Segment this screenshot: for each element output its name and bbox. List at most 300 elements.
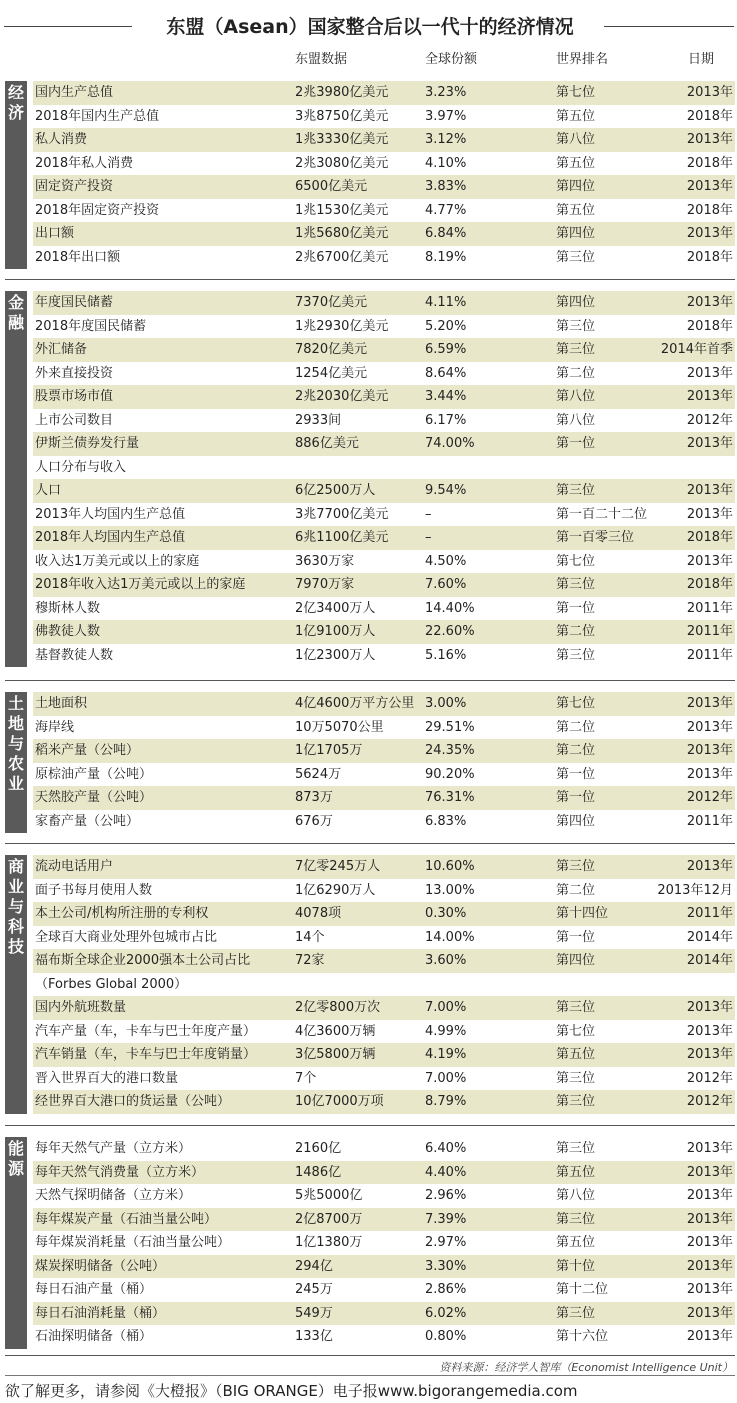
table-row [33,855,735,879]
row-rank: 第三位 [556,647,596,663]
table-row [33,291,735,315]
row-value: 2160亿 [295,1141,342,1156]
table-row [33,1325,735,1349]
row-value: 5兆5000亿 [295,1188,363,1203]
table-row [33,503,735,527]
row-rank: 第三位 [556,1000,596,1015]
row-value: 2亿零800万次 [295,1000,381,1015]
table-row [33,199,735,223]
table-row [33,902,735,926]
section-label-char: 业 [7,774,24,793]
section-label-char: 金 [7,293,24,312]
row-value: 3亿5800万辆 [295,1047,376,1062]
row-rank: 第七位 [556,1023,596,1039]
row-name: 人口 [35,483,62,498]
row-value: 1254亿美元 [295,365,368,381]
row-date: 2013年 [686,1329,733,1344]
table-row [33,105,735,129]
row-rank: 第一位 [556,766,596,782]
row-share: 0.80% [425,1329,467,1344]
section-label-char: 与 [7,897,24,916]
row-value: 3630万家 [295,553,355,569]
row-date: 2013年 [686,766,733,782]
row-rank: 第四位 [556,953,596,968]
row-share: 3.60% [425,953,467,968]
table-row [33,385,735,409]
row-date: 2013年 [686,365,733,381]
row-date: 2013年 [686,553,733,569]
row-date: 2011年 [686,624,733,639]
row-name: 佛教徒人数 [35,624,101,639]
row-value: 6兆1100亿美元 [295,530,389,545]
row-date: 2014年首季 [660,342,733,357]
row-rank: 第二位 [556,365,596,381]
row-date: 2011年 [686,906,733,921]
row-value: 2亿3400万人 [295,600,376,616]
row-rank: 第四位 [556,813,596,829]
section-label-char: 地 [7,714,24,733]
row-value: 7970万家 [295,577,355,592]
column-header-date: 日期 [688,52,715,67]
row-date: 2012年 [686,412,733,428]
row-date: 2018年 [686,318,733,334]
section-divider [5,1125,735,1126]
row-value: 72家 [295,953,325,968]
row-name: 每日石油消耗量（桶） [35,1305,166,1321]
row-share: 4.50% [425,553,467,569]
row-name: 人口分布与收入 [35,459,127,475]
row-name: 经世界百大港口的货运量（公吨） [35,1094,231,1109]
table-row [33,1278,735,1302]
row-date: 2013年 [686,719,733,735]
section-label [5,291,27,667]
row-value: 1亿1380万 [295,1235,363,1250]
row-name: 每年煤炭产量（石油当量公吨） [35,1211,218,1227]
row-rank: 第五位 [556,1235,596,1250]
row-date: 2013年 [686,1164,733,1180]
row-value: 10亿7000万项 [295,1094,384,1109]
row-name: 面子书每月使用人数 [35,882,153,898]
table-row [33,1090,735,1114]
section-divider [5,1355,735,1356]
table-row [33,1208,735,1232]
row-date: 2018年 [686,530,733,545]
page-title: 东盟（Asean）国家整合后以一代十的经济情况 [166,16,574,38]
row-share: 6.17% [425,412,467,428]
table-row [33,1302,735,1326]
row-date: 2013年 [686,1023,733,1039]
row-date: 2013年 [686,1235,733,1250]
table-row [33,996,735,1020]
row-name: 2018年出口额 [35,249,121,265]
row-name: 本土公司/机构所注册的专利权 [35,906,209,921]
row-name: 煤炭探明储备（公吨） [35,1258,166,1274]
row-share: 14.40% [425,600,475,616]
column-header-value: 东盟数据 [295,52,348,67]
section-rows [33,1137,735,1349]
row-name: 海岸线 [35,719,75,735]
row-value: 2兆3980亿美元 [295,85,389,100]
row-share: 6.40% [425,1141,467,1156]
row-rank: 第五位 [556,1164,596,1180]
table-row [33,1255,735,1279]
row-rank: 第一位 [556,790,596,805]
footer-text: 欲了解更多，请参阅《大橙报》（BIG ORANGE）电子报www.bigorangemedia.com [5,1382,578,1400]
table-row [33,128,735,152]
row-name: 汽车销量（车，卡车与巴士年度销量） [35,1047,257,1062]
row-name: 穆斯林人数 [35,600,101,616]
section-divider [5,680,735,681]
row-date: 2013年 [686,179,733,194]
section-label-char: 能 [7,1139,24,1158]
row-date: 2018年 [686,202,733,218]
table-row [33,152,735,176]
row-share: 4.10% [425,155,467,171]
row-rank: 第四位 [556,295,596,310]
row-value: 7亿零245万人 [295,859,381,874]
row-rank: 第一位 [556,600,596,616]
row-share: 3.00% [425,696,467,711]
row-name: 收入达1万美元或以上的家庭 [35,553,200,569]
row-rank: 第一位 [556,929,596,945]
row-name: 基督教徒人数 [35,647,114,663]
row-value: 2兆6700亿美元 [295,249,389,265]
table-row [33,879,735,903]
row-date: 2013年 [686,436,733,451]
table-row [33,620,735,644]
table-row [33,573,735,597]
row-value: 6亿2500万人 [295,483,376,498]
row-share: 5.16% [425,647,467,663]
row-value: 245万 [295,1282,333,1297]
column-header-rank: 世界排名 [556,52,609,67]
row-rank: 第一位 [556,436,596,451]
row-rank: 第三位 [556,1141,596,1156]
row-rank: 第七位 [556,85,596,100]
row-date: 2018年 [686,108,733,124]
section-label-char: 与 [7,734,24,753]
row-date: 2013年 [686,226,733,241]
table-row [33,692,735,716]
row-value: 5624万 [295,766,342,782]
title-rule-left [4,26,132,27]
row-date: 2013年 [686,1305,733,1321]
row-rank: 第一百二十二位 [556,506,648,522]
row-value: 1亿6290万人 [295,882,376,898]
table-row [33,644,735,668]
row-name: 国内生产总值 [35,85,114,100]
row-value: 2兆2030亿美元 [295,389,389,404]
row-value: 6500亿美元 [295,179,368,194]
row-name: 每年天然气产量（立方米） [35,1141,192,1156]
table-row [33,362,735,386]
section-label-char: 技 [7,937,24,956]
row-name: 伊斯兰债券发行量 [35,436,140,451]
row-share: 4.11% [425,295,467,310]
row-share: 2.97% [425,1235,467,1250]
row-rank: 第三位 [556,1070,596,1086]
row-value: 1兆2930亿美元 [295,318,389,334]
table-row [33,432,735,456]
table-row [33,338,735,362]
table-row [33,949,735,973]
row-rank: 第二位 [556,719,596,735]
row-name: 2018年固定资产投资 [35,202,160,218]
row-date: 2013年 [686,389,733,404]
row-share: 10.60% [425,859,475,874]
row-rank: 第五位 [556,155,596,171]
row-name: 2018年度国民储蓄 [35,318,147,334]
row-name: 土地面积 [35,696,88,711]
row-name: 流动电话用户 [35,859,114,874]
row-value: 7820亿美元 [295,342,368,357]
row-date: 2013年 [686,696,733,711]
row-share: 14.00% [425,929,475,945]
row-date: 2013年 [686,132,733,147]
row-value: 10万5070公里 [295,719,384,735]
row-name: 年度国民储蓄 [35,295,114,310]
row-rank: 第四位 [556,179,596,194]
row-date: 2011年 [686,600,733,616]
section-label-char: 业 [7,877,24,896]
row-rank: 第八位 [556,1188,596,1203]
row-name: 2018年人均国内生产总值 [35,530,186,545]
row-share: 3.12% [425,132,467,147]
row-name: 股票市场市值 [35,389,114,404]
section-rows [33,855,735,1114]
row-date: 2013年 [686,1282,733,1297]
row-rank: 第一百零三位 [556,530,635,545]
row-share: 3.83% [425,179,467,194]
section-label-char: 源 [7,1159,24,1178]
row-value: 294亿 [295,1258,333,1274]
section-label-char: 经 [7,83,24,102]
row-name: 2013年人均国内生产总值 [35,506,186,522]
row-name: 2018年国内生产总值 [35,108,160,124]
footer-rule [5,1375,735,1376]
row-value: 4078项 [295,906,342,921]
row-rank: 第三位 [556,1305,596,1321]
row-share: 22.60% [425,624,475,639]
row-value: 1兆3330亿美元 [295,132,389,147]
row-share: 5.20% [425,318,467,334]
section-label-char: 土 [7,694,24,713]
table-row [33,456,735,480]
row-share: 76.31% [425,790,475,805]
row-rank: 第五位 [556,108,596,124]
row-rank: 第三位 [556,1211,596,1227]
section-label-char: 农 [7,754,24,773]
table-row [33,1161,735,1185]
row-name: 天然胶产量（公吨） [35,790,153,805]
table-row [33,810,735,834]
section-label-char: 融 [7,313,24,332]
row-share: 3.30% [425,1258,467,1274]
row-value: 2933间 [295,412,342,428]
row-name: 石油探明储备（桶） [35,1329,153,1344]
row-date: 2012年 [686,790,733,805]
row-rank: 第三位 [556,577,596,592]
section-divider [5,279,735,280]
column-headers [0,48,737,68]
row-share: 29.51% [425,719,475,735]
row-rank: 第三位 [556,483,596,498]
row-rank: 第十位 [556,1258,596,1274]
row-value: 3兆8750亿美元 [295,108,389,124]
row-date: 2013年 [686,1258,733,1274]
row-share: 4.77% [425,202,467,218]
row-share: 3.44% [425,389,467,404]
section-label-char: 科 [7,917,24,936]
row-rank: 第十六位 [556,1329,609,1344]
table-row [33,479,735,503]
row-date: 2013年 [686,1047,733,1062]
row-name: 国内外航班数量 [35,1000,127,1015]
row-share: 24.35% [425,743,475,758]
row-value: 4亿4600万平方公里 [295,696,415,711]
row-share: 3.23% [425,85,467,100]
section-label [5,81,27,269]
row-share: 8.19% [425,249,467,265]
table-row [33,550,735,574]
row-value: 7370亿美元 [295,295,368,310]
row-value: 1兆1530亿美元 [295,202,389,218]
row-share: – [425,506,432,522]
row-value: 549万 [295,1305,333,1321]
row-share: 4.99% [425,1023,467,1039]
row-date: 2018年 [686,249,733,265]
row-rank: 第三位 [556,859,596,874]
row-date: 2011年 [686,813,733,829]
row-rank: 第三位 [556,318,596,334]
row-share: 4.19% [425,1047,467,1062]
row-rank: 第三位 [556,1094,596,1109]
table-row [33,246,735,270]
row-rank: 第十四位 [556,906,609,921]
row-date: 2013年 [686,1000,733,1015]
row-name: 固定资产投资 [35,179,114,194]
row-value: 3兆7700亿美元 [295,506,389,522]
row-name: 外汇储备 [35,342,88,357]
title-rule-right [604,26,734,27]
section-label-char: 济 [7,103,24,122]
row-name: 出口额 [35,226,75,241]
table-row [33,597,735,621]
row-date: 2011年 [686,647,733,663]
row-value: 133亿 [295,1329,333,1344]
row-date: 2012年 [686,1070,733,1086]
row-share: 2.86% [425,1282,467,1297]
row-rank: 第五位 [556,202,596,218]
row-name: 全球百大商业处理外包城市占比 [35,929,218,945]
row-share: 4.40% [425,1164,467,1180]
row-rank: 第三位 [556,342,596,357]
row-name: 外来直接投资 [35,365,114,381]
row-share: 7.00% [425,1070,467,1086]
row-rank: 第四位 [556,226,596,241]
table-row [33,1184,735,1208]
row-date: 2013年 [686,1141,733,1156]
table-row [33,409,735,433]
row-share: 9.54% [425,483,467,498]
row-rank: 第八位 [556,412,596,428]
row-name: 2018年私人消费 [35,155,134,171]
row-share: 8.64% [425,365,467,381]
row-value: 14个 [295,929,325,945]
row-name: 家畜产量（公吨） [35,813,140,829]
row-rank: 第三位 [556,249,596,265]
row-date: 2012年 [686,1094,733,1109]
row-rank: 第二位 [556,743,596,758]
row-value: 2亿8700万 [295,1211,363,1227]
title-bar [0,8,737,44]
row-share: 13.00% [425,882,475,898]
row-name: 每日石油产量（桶） [35,1282,153,1297]
table-row [33,926,735,950]
row-name: 每年天然气消费量（立方米） [35,1164,205,1180]
section-rows [33,81,735,269]
row-share: 7.60% [425,577,467,592]
row-date: 2013年 [686,1211,733,1227]
row-name: 上市公司数目 [35,412,114,428]
row-name: 福布斯全球企业2000强本土公司占比 [35,953,251,968]
row-rank: 第八位 [556,132,596,147]
row-value: 1亿2300万人 [295,647,376,663]
table-row [33,1137,735,1161]
table-row [33,222,735,246]
table-row [33,526,735,550]
table-row [33,81,735,105]
table-row [33,973,735,997]
row-value: 1亿9100万人 [295,624,376,639]
column-header-share: 全球份额 [425,52,478,67]
row-date: 2013年 [686,295,733,310]
table-row [33,315,735,339]
row-date: 2018年 [686,577,733,592]
row-share: 2.96% [425,1188,467,1203]
table-row [33,1231,735,1255]
table-row [33,716,735,740]
row-value: 1486亿 [295,1164,342,1180]
table-row [33,786,735,810]
row-share: 8.79% [425,1094,467,1109]
section-rows [33,692,735,833]
row-share: 6.59% [425,342,467,357]
row-date: 2014年 [686,929,733,945]
row-rank: 第七位 [556,553,596,569]
row-value: 1兆5680亿美元 [295,226,389,241]
row-date: 2018年 [686,155,733,171]
row-share: 7.00% [425,1000,467,1015]
row-name: 2018年收入达1万美元或以上的家庭 [35,577,246,592]
row-rank: 第十二位 [556,1282,609,1297]
row-date: 2013年 [686,483,733,498]
row-name: 晋入世界百大的港口数量 [35,1070,179,1086]
section-divider [5,843,735,844]
row-share: 74.00% [425,436,475,451]
row-share: – [425,530,432,545]
row-date: 2013年 [686,1188,733,1203]
row-date: 2013年12月 [657,882,733,898]
row-date: 2013年 [686,85,733,100]
row-date: 2013年 [686,859,733,874]
section-rows [33,291,735,667]
row-name: （Forbes Global 2000） [35,976,188,992]
table-row [33,1020,735,1044]
section-label [5,692,27,833]
table-row [33,763,735,787]
row-share: 7.39% [425,1211,467,1227]
